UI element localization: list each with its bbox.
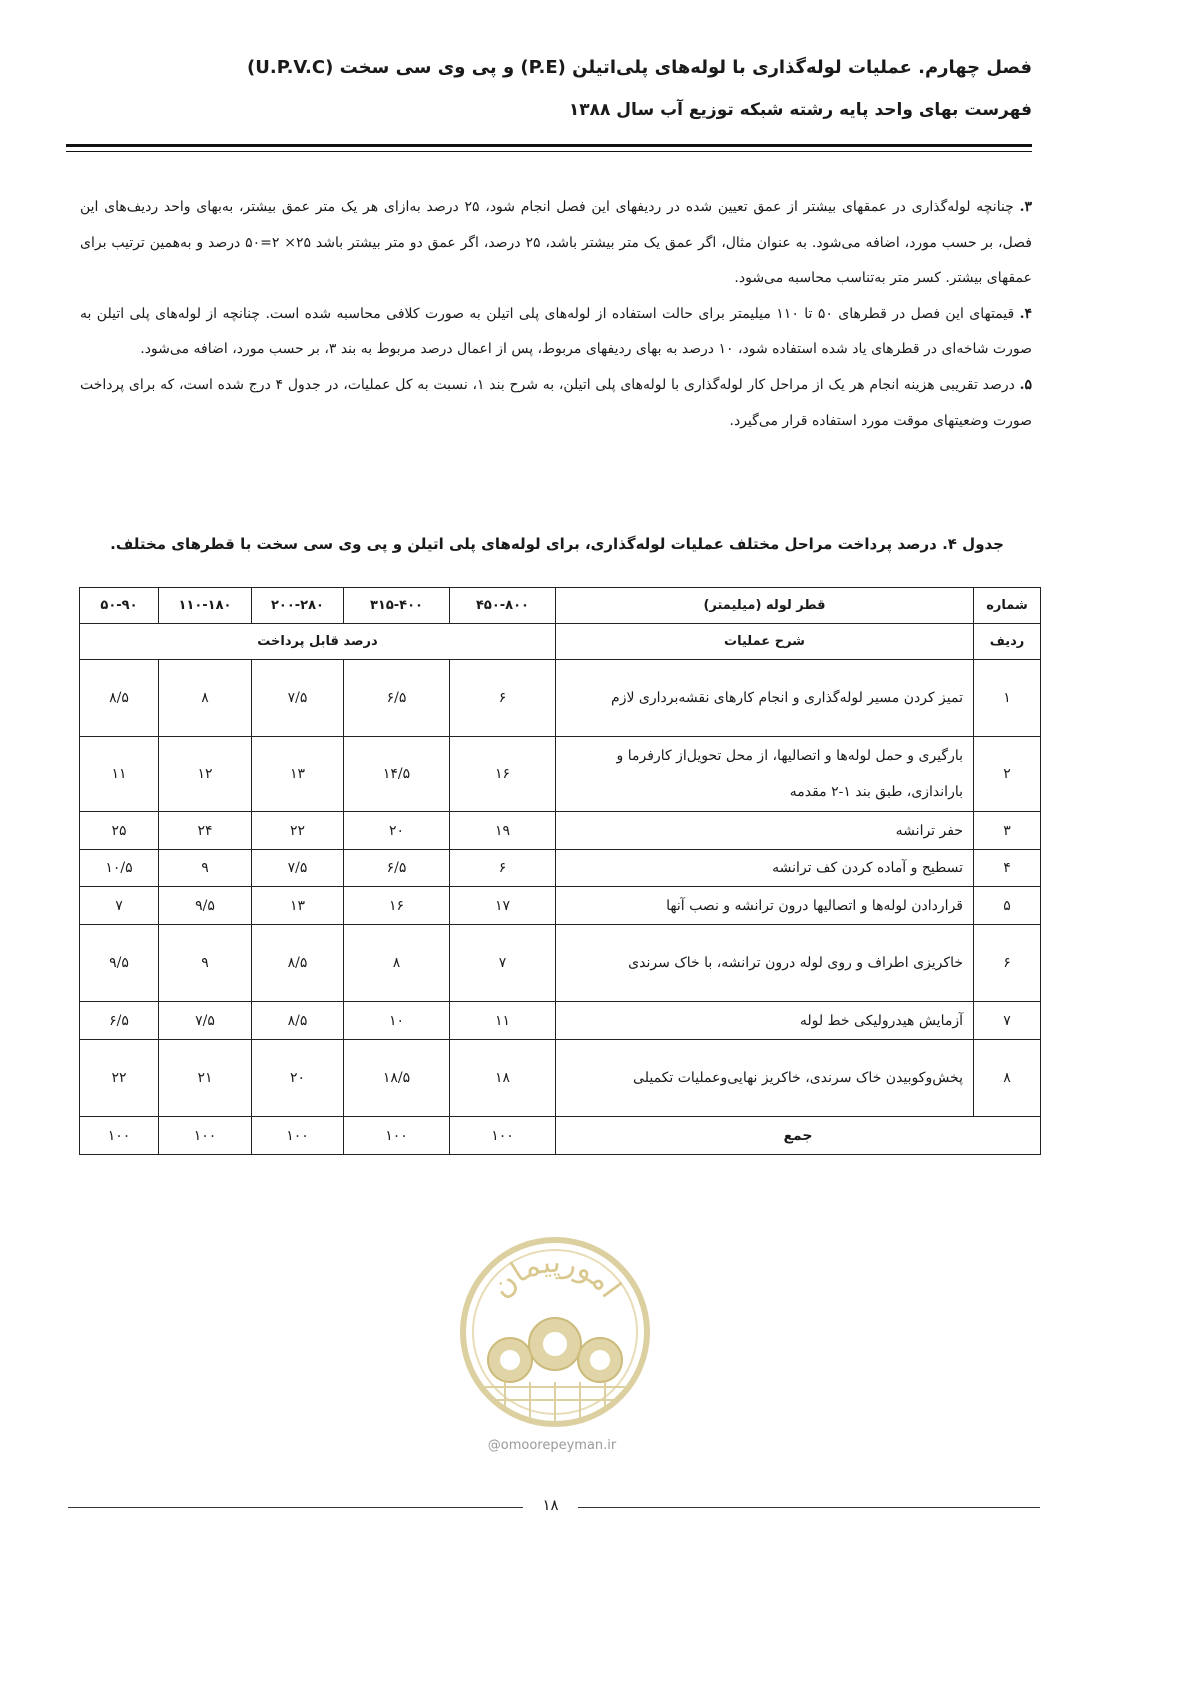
row-value: ۲۰	[344, 812, 450, 850]
row-description: خاکریزی اطراف و روی لوله درون ترانشه، با خاک سرندی	[556, 925, 974, 1002]
total-label: جمع	[556, 1117, 1041, 1155]
row-value: ۶	[450, 850, 556, 887]
row-value: ۶/۵	[344, 850, 450, 887]
row-number: ۱	[974, 660, 1041, 737]
payment-percent-table	[79, 587, 1041, 1155]
diameter-col-3: ۲۰۰-۲۸۰	[252, 588, 344, 624]
notes-section	[80, 190, 1032, 439]
row-description: آزمایش هیدرولیکی خط لوله	[556, 1002, 974, 1040]
row-value: ۸/۵	[80, 660, 159, 737]
row-value: ۹/۵	[80, 925, 159, 1002]
header-row-number-bottom: ردیف	[974, 624, 1041, 660]
row-number: ۲	[974, 737, 1041, 812]
total-value: ۱۰۰	[80, 1117, 159, 1155]
table-row	[80, 1040, 1041, 1117]
page-number: ۱۸	[542, 1496, 559, 1514]
row-value: ۱۶	[344, 887, 450, 925]
row-value: ۸	[159, 660, 252, 737]
row-value: ۶	[450, 660, 556, 737]
row-value: ۱۸	[450, 1040, 556, 1117]
row-value: ۷	[80, 887, 159, 925]
note-number: ۴.	[1019, 305, 1033, 322]
row-value: ۲۰	[252, 1040, 344, 1117]
row-description: بارگیری و حمل لوله‌ها و اتصالیها، از محل تحویل‌از کارفرما و باراندازی، طبق بند ۱-۲ مقدمه	[556, 737, 974, 812]
note-3	[80, 190, 1032, 297]
row-number: ۳	[974, 812, 1041, 850]
row-value: ۶/۵	[80, 1002, 159, 1040]
table-row	[80, 812, 1041, 850]
diameter-col-5: ۵۰-۹۰	[80, 588, 159, 624]
watermark-logo	[455, 1232, 655, 1432]
footer-rule-right	[578, 1507, 1040, 1508]
header-row-diameters	[80, 588, 1041, 624]
table-row	[80, 737, 1041, 812]
row-description: پخش‌وکوبیدن خاک سرندی، خاکریز نهایی‌وعملیات تکمیلی	[556, 1040, 974, 1117]
total-value: ۱۰۰	[450, 1117, 556, 1155]
row-value: ۷/۵	[159, 1002, 252, 1040]
row-number: ۴	[974, 850, 1041, 887]
row-value: ۱۰	[344, 1002, 450, 1040]
header-percent: درصد قابل پرداخت	[80, 624, 556, 660]
table-caption: جدول ۴. درصد پرداخت مراحل مختلف عملیات لوله‌گذاری، برای لوله‌های پلی اتیلن و پی وی سی سخت با قطرهای مختلف.	[110, 535, 1004, 553]
total-value: ۱۰۰	[159, 1117, 252, 1155]
row-value: ۱۰/۵	[80, 850, 159, 887]
note-number: ۳.	[1019, 199, 1032, 215]
row-value: ۶/۵	[344, 660, 450, 737]
row-description: قراردادن لوله‌ها و اتصالیها درون ترانشه و نصب آنها	[556, 887, 974, 925]
row-value: ۱۱	[80, 737, 159, 812]
row-value: ۱۷	[450, 887, 556, 925]
row-value: ۷	[450, 925, 556, 1002]
row-value: ۲۲	[252, 812, 344, 850]
note-5	[80, 368, 1032, 439]
table-row	[80, 1002, 1041, 1040]
total-row	[80, 1117, 1041, 1155]
row-value: ۷/۵	[252, 660, 344, 737]
header-operation: شرح عملیات	[556, 624, 974, 660]
row-value: ۱۳	[252, 737, 344, 812]
row-description: تسطیح و آماده کردن کف ترانشه	[556, 850, 974, 887]
table-row	[80, 925, 1041, 1002]
header-rule-thin	[66, 151, 1032, 152]
row-value: ۱۲	[159, 737, 252, 812]
row-value: ۲۴	[159, 812, 252, 850]
row-number: ۶	[974, 925, 1041, 1002]
watermark-url: @omoorepeyman.ir	[487, 1438, 617, 1453]
row-value: ۱۸/۵	[344, 1040, 450, 1117]
note-text: درصد تقریبی هزینه انجام هر یک از مراحل کار لوله‌گذاری با لوله‌های پلی اتیلن، به شرح بند ۱، نسبت به کل عملیات، در جدول ۴ درج شده است، که برای پرداخت صورت وضعیتهای موقت مورد استفاده قرار می‌گیرد.	[80, 376, 1032, 429]
chapter-title: فصل چهارم. عملیات لوله‌گذاری با لوله‌های پلی‌اتیلن (P.E) و پی وی سی سخت (U.P.V.C)	[247, 57, 1032, 78]
document-subtitle: فهرست بهای واحد پایه رشته شبکه توزیع آب سال ۱۳۸۸	[568, 100, 1032, 120]
header-rule-thick	[66, 144, 1032, 147]
footer-rule-left	[68, 1507, 523, 1508]
row-value: ۲۱	[159, 1040, 252, 1117]
row-value: ۲۵	[80, 812, 159, 850]
row-value: ۸/۵	[252, 925, 344, 1002]
row-number: ۸	[974, 1040, 1041, 1117]
table-row	[80, 887, 1041, 925]
watermark-logo-text: امورپیمان	[483, 1244, 628, 1305]
row-value: ۸	[344, 925, 450, 1002]
row-value: ۲۲	[80, 1040, 159, 1117]
row-value: ۹	[159, 925, 252, 1002]
row-value: ۱۶	[450, 737, 556, 812]
table-row	[80, 850, 1041, 887]
header-row-number-top: شماره	[974, 588, 1041, 624]
row-value: ۹/۵	[159, 887, 252, 925]
note-text: چنانچه لوله‌گذاری در عمقهای بیشتر از عمق تعیین شده در ردیفهای این فصل انجام شود، ۲۵ درصد به‌ازای هر یک متر عمق بیشتر، به‌بهای واحد ردیف‌های این فصل، بر حسب مورد، اضافه می‌شود. به عنوان مثال، اگر عمق یک متر بیشتر باشد، ۲۵ درصد، اگر عمق دو متر بیشتر باشد ۲۵× ۲=۵۰ درصد و به‌همین ترتیب برای عمقهای بیشتر. کسر متر به‌تناسب محاسبه می‌شود.	[80, 199, 1033, 287]
note-number: ۵.	[1019, 376, 1032, 393]
total-value: ۱۰۰	[252, 1117, 344, 1155]
row-value: ۷/۵	[252, 850, 344, 887]
row-description: حفر ترانشه	[556, 812, 974, 850]
row-value: ۱۳	[252, 887, 344, 925]
header-row-labels	[80, 624, 1041, 660]
row-value: ۸/۵	[252, 1002, 344, 1040]
table-row	[80, 660, 1041, 737]
row-value: ۹	[159, 850, 252, 887]
header-diameter: قطر لوله (میلیمتر)	[556, 588, 974, 624]
row-value: ۱۹	[450, 812, 556, 850]
diameter-col-2: ۳۱۵-۴۰۰	[344, 588, 450, 624]
row-value: ۱۴/۵	[344, 737, 450, 812]
note-4	[80, 297, 1032, 368]
diameter-col-1: ۴۵۰-۸۰۰	[450, 588, 556, 624]
row-value: ۱۱	[450, 1002, 556, 1040]
note-text: قیمتهای این فصل در قطرهای ۵۰ تا ۱۱۰ میلیمتر برای حالت استفاده از لوله‌های پلی اتیلن به صورت کلافی محاسبه شده است. چنانچه از لوله‌های پلی اتیلن به صورت شاخه‌ای در قطرهای یاد شده استفاده شود، ۱۰ درصد به بهای ردیفهای مربوط، پس از اعمال درصد مربوط به بند ۳، بر حسب مورد، اضافه می‌شود.	[80, 305, 1032, 358]
total-value: ۱۰۰	[344, 1117, 450, 1155]
row-description: تمیز کردن مسیر لوله‌گذاری و انجام کارهای نقشه‌برداری لازم	[556, 660, 974, 737]
diameter-col-4: ۱۱۰-۱۸۰	[159, 588, 252, 624]
row-number: ۵	[974, 887, 1041, 925]
row-number: ۷	[974, 1002, 1041, 1040]
